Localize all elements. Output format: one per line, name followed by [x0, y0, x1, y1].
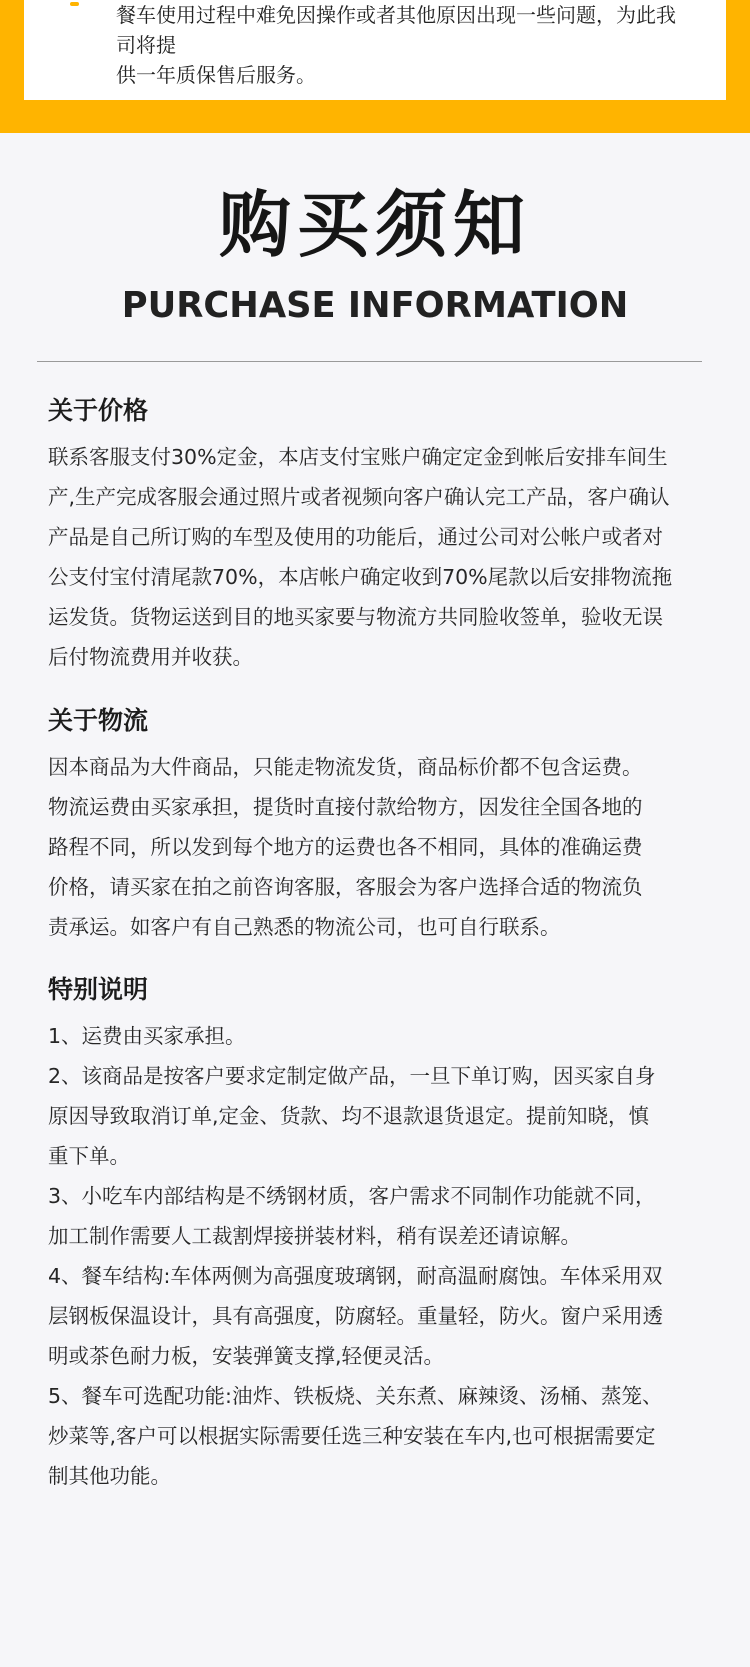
warranty-text: 餐车使用过程中难免因操作或者其他原因出现一些问题，为此我司将提 供一年质保售后服务。 — [116, 3, 676, 87]
list-item: 2、该商品是按客户要求定制定做产品，一旦下单订购，因买家自身 原因导致取消订单,定金、货款、均不退款退货退定。提前知晓，慎 重下单。 — [48, 1064, 656, 1168]
section-heading: 特别说明 — [48, 975, 149, 1004]
section-logistics — [48, 703, 728, 947]
warranty-card — [24, 0, 726, 100]
list-item: 4、餐车结构:车体两侧为高强度玻璃钢，耐高温耐腐蚀。车体采用双 层钢板保温设计，具有高强度，防腐轻。重量轻，防火。窗户采用透 明或茶色耐力板，安装弹簧支撑,轻便灵活。 — [48, 1264, 663, 1368]
notes-list — [48, 1016, 728, 1496]
section-price — [48, 393, 728, 677]
divider — [37, 361, 702, 362]
bullet-icon — [70, 2, 79, 6]
list-item: 3、小吃车内部结构是不绣钢材质，客户需求不同制作功能就不同， 加工制作需要人工裁割焊接拼装材料，稍有误差还请谅解。 — [48, 1184, 656, 1248]
section-heading: 关于物流 — [48, 706, 149, 735]
section-text: 因本商品为大件商品，只能走物流发货，商品标价都不包含运费。 物流运费由买家承担，提货时直接付款给物方，因发往全国各地的 路程不同，所以发到每个地方的运费也各不相同，具体的准确运费 价格，请买家在拍之前咨询客服，客服会为客户选择合适的物流负 责承运。如客户有自己熟悉的物流公司，也可自行联系。 — [48, 755, 643, 939]
page-title: 购买须知 — [218, 183, 531, 267]
list-item: 5、餐车可选配功能:油炸、铁板烧、关东煮、麻辣烫、汤桶、蒸笼、 炒菜等,客户可以根据实际需要任选三种安装在车内,也可根据需要定 制其他功能。 — [48, 1384, 663, 1488]
list-item: 1、运费由买家承担。 — [48, 1024, 246, 1048]
section-heading: 关于价格 — [48, 396, 149, 425]
top-banner — [0, 0, 750, 133]
section-special-notes — [48, 972, 728, 1496]
section-text: 联系客服支付30%定金，本店支付宝账户确定定金到帐后安排车间生 产,生产完成客服会通过照片或者视频向客户确认完工产品，客户确认 产品是自己所订购的车型及使用的功能后，通过公司对公帐户或者对 公支付宝付清尾款70%，本店帐户确定收到70%尾款以后安排物流拖 运发货。货物运送到目的地买家要与物流方共同脸收签单，验收无误 后付物流费用并收获。 — [48, 445, 673, 669]
page-subtitle: PURCHASE INFORMATION — [121, 285, 629, 326]
